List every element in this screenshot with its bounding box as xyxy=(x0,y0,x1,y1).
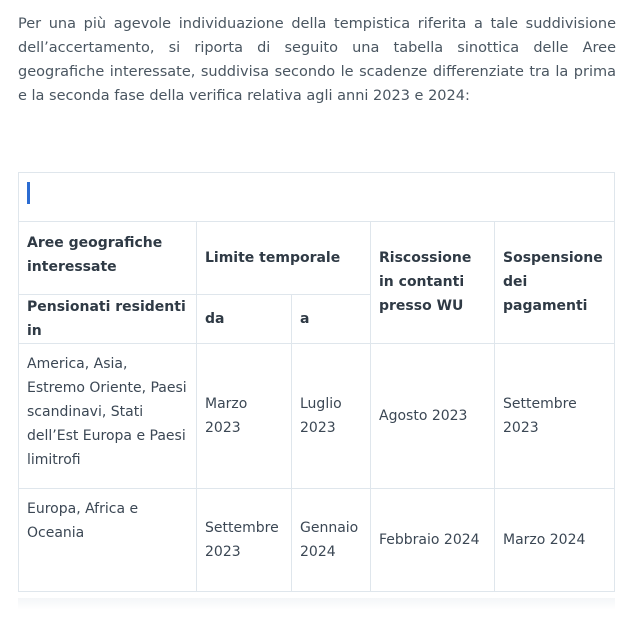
row1-da xyxy=(197,344,291,488)
table-caption-row xyxy=(19,173,614,222)
header-pensionati xyxy=(19,294,196,343)
row1-da-value: Marzo 2023 xyxy=(205,396,248,436)
row1-a-value: Luglio 2023 xyxy=(300,396,342,436)
row1-sospensione-value: Settembre 2023 xyxy=(503,396,577,436)
row2-riscossione-value: Febbraio 2024 xyxy=(379,532,480,548)
row2-sospensione-value: Marzo 2024 xyxy=(503,532,586,548)
table-shadow xyxy=(18,598,615,610)
row2-a xyxy=(292,489,370,591)
row1-sospensione xyxy=(495,344,614,488)
row2-riscossione xyxy=(371,489,494,591)
header-sospensione xyxy=(495,221,614,343)
header-riscossione xyxy=(371,221,494,343)
row2-da xyxy=(197,489,291,591)
row1-a xyxy=(292,344,370,488)
row1-riscossione-value: Agosto 2023 xyxy=(379,408,468,424)
row2-da-value: Settembre 2023 xyxy=(205,520,279,560)
header-a xyxy=(292,294,370,343)
header-a-label: a xyxy=(300,310,310,327)
row2-sospensione xyxy=(495,489,614,591)
header-pensionati-label: Pensionati residenti in xyxy=(27,298,186,339)
header-aree: Aree geografiche interessate xyxy=(27,235,163,275)
header-riscossione-label: Riscossione in contanti presso WU xyxy=(379,250,472,314)
row2-area: Europa, Africa e Oceania xyxy=(27,501,139,541)
intro-paragraph: Per una più agevole individuazione della tempistica riferita a tale suddivisione dell’accertamento, si riporta di seguito una tabella sinottica delle Aree geografiche interessate, suddivisa secondo le scadenze differenziate tra la prima e la seconda fase della verifica relativa agli anni 2023 e 2024: xyxy=(18,16,616,104)
row2-a-value: Gennaio 2024 xyxy=(300,520,359,560)
header-da-label: da xyxy=(205,310,225,327)
text-cursor-marker xyxy=(27,182,30,204)
row1-area: America, Asia, Estremo Oriente, Paesi scandinavi, Stati dell’Est Europa e Paesi limitrofi xyxy=(27,356,187,468)
row1-riscossione xyxy=(371,344,494,488)
synoptic-table xyxy=(18,172,615,592)
header-da xyxy=(197,294,291,343)
header-limite-label: Limite temporale xyxy=(205,249,341,266)
header-limite xyxy=(197,221,370,294)
header-sospensione-label: Sospensione dei pagamenti xyxy=(503,250,603,314)
